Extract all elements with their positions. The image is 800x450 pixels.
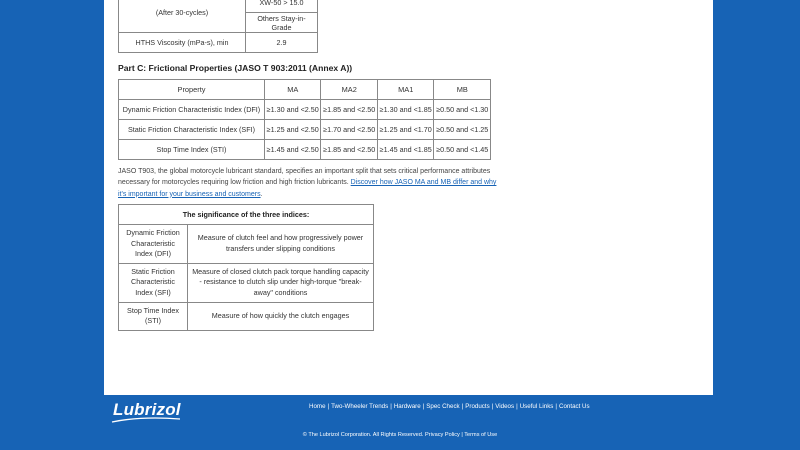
footer-link-two-wheeler-trends[interactable]: Two-Wheeler Trends [331,403,389,410]
description-paragraph [118,166,504,200]
indices-table [118,204,374,331]
table-cell: 2.9 [246,33,318,53]
copyright-text: © The Lubrizol Corporation. All Rights Reserved. [302,432,424,438]
table-cell: Static Friction Characteristic Index (SFI) [119,120,265,140]
table-cell: Static Friction Characteristic Index (SFI) [119,263,188,302]
table-cell: ≥1.25 and <2.50 [264,120,321,140]
separator: | [422,403,425,410]
separator: | [516,403,518,410]
table-cell: ≥0.50 and <1.45 [434,140,491,160]
table-cell: ≥1.70 and <2.50 [321,120,378,140]
column-header: MA2 [321,80,378,100]
table-cell: Measure of closed clutch pack torque handling capacity - resistance to clutch slip under high-torque "break-away" conditions [188,263,374,302]
section-title: Part C: Frictional Properties (JASO T 903:2011 (Annex A)) [118,63,353,73]
footer-link-useful-links[interactable]: Useful Links [519,403,554,410]
table-cell: ≥1.25 and <1.70 [377,120,434,140]
table-cell: Dynamic Friction Characteristic Index (DFI) [119,100,265,120]
table-row [119,140,491,160]
table-cell: Dynamic Friction Characteristic Index (DFI) [119,225,188,264]
footer-link-home[interactable]: Home [309,403,326,410]
table-row [119,263,374,302]
column-header: MA1 [377,80,434,100]
column-header: MA [264,80,321,100]
terms-of-use-link[interactable]: Terms of Use [464,432,498,438]
table-row [119,120,491,140]
separator: | [327,403,330,410]
table-cell: XW-50 > 15.0 [246,0,318,13]
column-header: Property [119,80,265,100]
content-panel [104,0,713,395]
table-cell: Measure of how quickly the clutch engages [188,302,374,330]
table-row [119,100,491,120]
footer-link-contact-us[interactable]: Contact Us [559,403,590,410]
table-row [119,0,318,13]
separator: | [461,432,463,438]
footer-link-videos[interactable]: Videos [495,403,515,410]
copyright [0,432,800,438]
table-title: The significance of the three indices: [119,205,374,225]
lubrizol-logo[interactable]: Lubrizol [113,400,181,419]
privacy-policy-link[interactable]: Privacy Policy [424,432,460,438]
table-cell: ≥1.30 and <2.50 [264,100,321,120]
table-row [119,33,318,53]
table-row [119,302,374,330]
table-cell: ≥0.50 and <1.25 [434,120,491,140]
footer-link-hardware[interactable]: Hardware [393,403,421,410]
table-cell: Stop Time Index (STI) [119,302,188,330]
footer-nav [309,403,590,410]
separator: | [555,403,558,410]
table-cell: Stop Time Index (STI) [119,140,265,160]
footer-link-spec-check[interactable]: Spec Check [426,403,460,410]
table-header-row [119,205,374,225]
table-cell: ≥1.85 and <2.50 [321,100,378,120]
table-row [119,225,374,264]
table-cell: Measure of clutch feel and how progressively power transfers under slipping conditions [188,225,374,264]
table-cell: (After 30-cycles) [119,0,246,33]
table-cell: ≥0.50 and <1.30 [434,100,491,120]
separator: | [390,403,392,410]
table-cell: ≥1.85 and <2.50 [321,140,378,160]
table-cell: HTHS Viscosity (mPa-s), min [119,33,246,53]
column-header: MB [434,80,491,100]
jaso-ma-mb-link[interactable]: Discover how JASO MA and MB differ and why it's important for your business and customers [118,179,497,198]
table-cell: ≥1.30 and <1.85 [377,100,434,120]
separator: | [461,403,464,410]
friction-table [118,79,491,160]
table-cell: Others Stay-in-Grade [246,13,318,33]
spec-table [118,0,318,53]
table-header-row [119,80,491,100]
separator: | [491,403,494,410]
table-cell: ≥1.45 and <2.50 [264,140,321,160]
paragraph-text: JASO T903, the global motorcycle lubricant standard, specifies an important split that sets critical performance attributes necessary for motorcycles requiring low friction and high friction lubricants. [118,168,491,187]
footer-link-products[interactable]: Products [465,403,490,410]
table-cell: ≥1.45 and <1.85 [377,140,434,160]
logo-swoosh-icon [111,417,181,423]
paragraph-end: . [260,190,263,198]
